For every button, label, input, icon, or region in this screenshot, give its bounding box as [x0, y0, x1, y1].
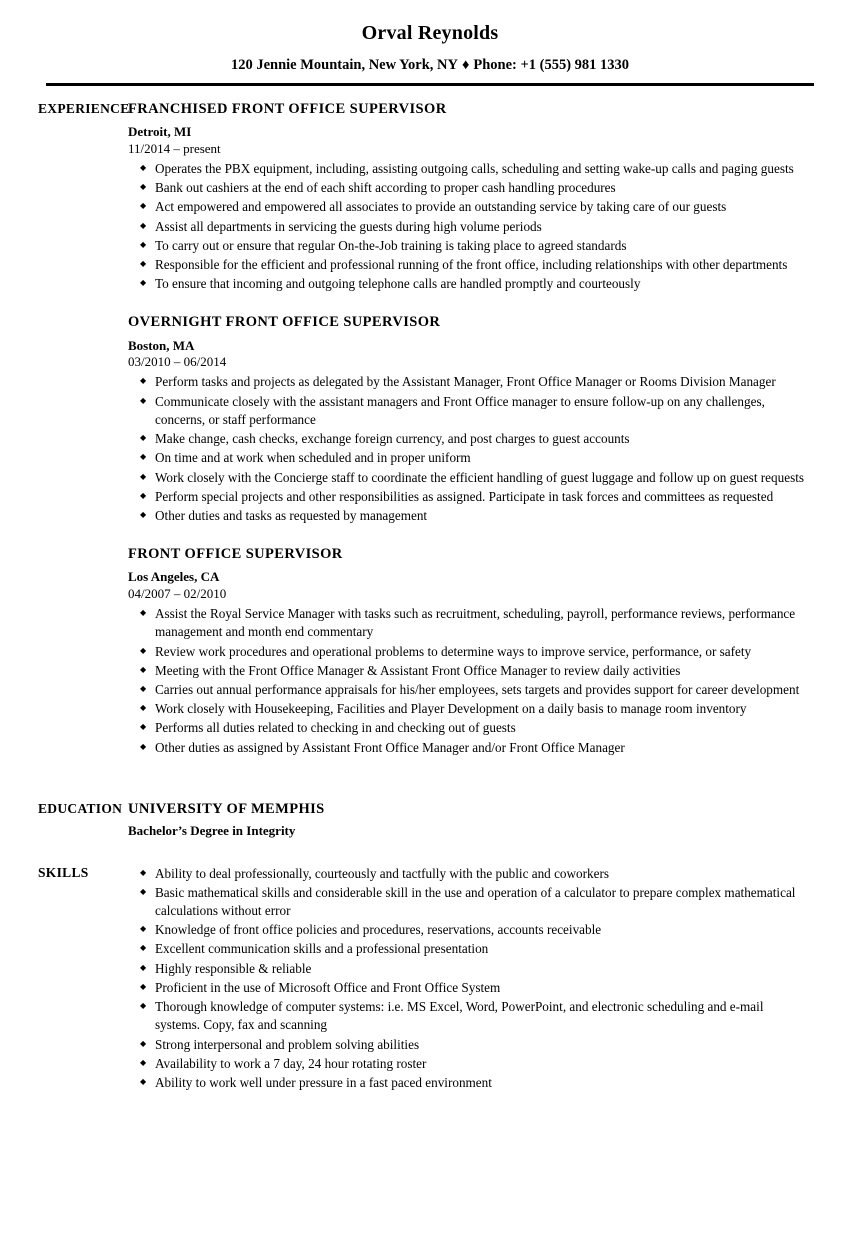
list-item: ◆ Responsible for the efficient and professional running of the front office, including relationships with other departments: [128, 256, 810, 274]
list-item: ◆ Carries out annual performance appraisals for his/her employees, sets targets and provides support for career development: [128, 681, 810, 699]
list-item: ◆ Proficient in the use of Microsoft Office and Front Office System: [128, 979, 810, 997]
job-responsibility-list: [128, 373, 810, 525]
experience-entries: [128, 100, 860, 757]
list-item: ◆ Assist the Royal Service Manager with tasks such as recruitment, scheduling, payroll, performance reviews, performance management and month end commentary: [128, 605, 810, 641]
list-item: ◆ Meeting with the Front Office Manager & Assistant Front Office Manager to review daily activities: [128, 662, 810, 680]
education-section: [0, 800, 860, 839]
list-item: ◆ To ensure that incoming and outgoing telephone calls are handled promptly and courteously: [128, 275, 810, 293]
diamond-separator-icon: ♦: [461, 57, 470, 73]
education-degree: Bachelor’s Degree in Integrity: [128, 823, 296, 838]
list-item: ◆ Performs all duties related to checking in and checking out of guests: [128, 719, 810, 737]
list-item: ◆ Operates the PBX equipment, including, assisting outgoing calls, scheduling and setting wake-up calls and paging guests: [128, 160, 810, 178]
list-item: ◆ Perform special projects and other responsibilities as assigned. Participate in task forces and committees as requested: [128, 488, 810, 506]
job-dates: 03/2010 – 06/2014: [128, 354, 227, 370]
education-section-label: EDUCATION: [38, 800, 123, 816]
resume-body: [0, 86, 860, 1092]
job-dates: 11/2014 – present: [128, 140, 221, 156]
experience-entry: [128, 100, 810, 294]
resume-header: [0, 0, 860, 86]
list-item: ◆ Ability to deal professionally, courteously and tactfully with the public and coworkers: [128, 865, 810, 883]
list-item: ◆ Work closely with the Concierge staff to coordinate the efficient handling of guest luggage and follow up on guest requests: [128, 469, 810, 487]
job-responsibility-list: [128, 605, 810, 757]
education-entries: [128, 800, 860, 839]
job-location: Los Angeles, CA: [128, 569, 220, 585]
experience-entry: [128, 545, 810, 757]
list-item: ◆ Basic mathematical skills and considerable skill in the use and operation of a calculator to prepare complex mathematical calculations without error: [128, 884, 810, 920]
education-school: UNIVERSITY OF MEMPHIS: [128, 800, 325, 817]
candidate-contact-line: [0, 58, 860, 74]
skills-entries: [128, 864, 860, 1093]
list-item: ◆ On time and at work when scheduled and in proper uniform: [128, 449, 810, 467]
experience-section-label: EXPERIENCE: [38, 100, 130, 116]
list-item: ◆ Excellent communication skills and a professional presentation: [128, 940, 810, 958]
skills-section-label: SKILLS: [38, 864, 89, 880]
candidate-name: Orval Reynolds: [361, 22, 499, 44]
candidate-phone: Phone: +1 (555) 981 1330: [473, 57, 630, 73]
list-item: ◆ Other duties and tasks as requested by management: [128, 507, 810, 525]
experience-entry: [128, 313, 810, 525]
list-item: ◆ Review work procedures and operational problems to determine ways to improve service, performance, or safety: [128, 643, 810, 661]
job-title: FRANCHISED FRONT OFFICE SUPERVISOR: [128, 100, 447, 117]
list-item: ◆ Ability to work well under pressure in a fast paced environment: [128, 1074, 810, 1092]
list-item: ◆ Act empowered and empowered all associates to provide an outstanding service by taking care of our guests: [128, 198, 810, 216]
skills-list: [128, 865, 810, 1093]
job-responsibility-list: [128, 160, 810, 294]
job-location: Boston, MA: [128, 337, 195, 353]
list-item: ◆ Make change, cash checks, exchange foreign currency, and post charges to guest accounts: [128, 430, 810, 448]
job-location: Detroit, MI: [128, 124, 192, 140]
skills-section: [0, 864, 860, 1093]
list-item: ◆ Knowledge of front office policies and procedures, reservations, accounts receivable: [128, 921, 810, 939]
list-item: ◆ Perform tasks and projects as delegated by the Assistant Manager, Front Office Manager or Rooms Division Manager: [128, 373, 810, 391]
list-item: ◆ Bank out cashiers at the end of each shift according to proper cash handling procedures: [128, 179, 810, 197]
job-dates: 04/2007 – 02/2010: [128, 585, 227, 601]
job-title: FRONT OFFICE SUPERVISOR: [128, 546, 343, 563]
job-title: OVERNIGHT FRONT OFFICE SUPERVISOR: [128, 314, 441, 331]
list-item: ◆ Assist all departments in servicing the guests during high volume periods: [128, 218, 810, 236]
list-item: ◆ Availability to work a 7 day, 24 hour rotating roster: [128, 1055, 810, 1073]
list-item: ◆ To carry out or ensure that regular On-the-Job training is taking place to agreed standards: [128, 237, 810, 255]
candidate-address: 120 Jennie Mountain, New York, NY: [230, 57, 458, 73]
list-item: ◆ Highly responsible & reliable: [128, 960, 810, 978]
list-item: ◆ Other duties as assigned by Assistant Front Office Manager and/or Front Office Manager: [128, 739, 810, 757]
list-item: ◆ Strong interpersonal and problem solving abilities: [128, 1036, 810, 1054]
list-item: ◆ Work closely with Housekeeping, Facilities and Player Development on a daily basis to manage room inventory: [128, 700, 810, 718]
list-item: ◆ Thorough knowledge of computer systems: i.e. MS Excel, Word, PowerPoint, and electronic scheduling and e-mail systems. Copy, fax and scanning: [128, 998, 810, 1034]
experience-section: [0, 100, 860, 757]
list-item: ◆ Communicate closely with the assistant managers and Front Office manager to ensure follow-up on any challenges, concerns, or staff performance: [128, 393, 810, 429]
